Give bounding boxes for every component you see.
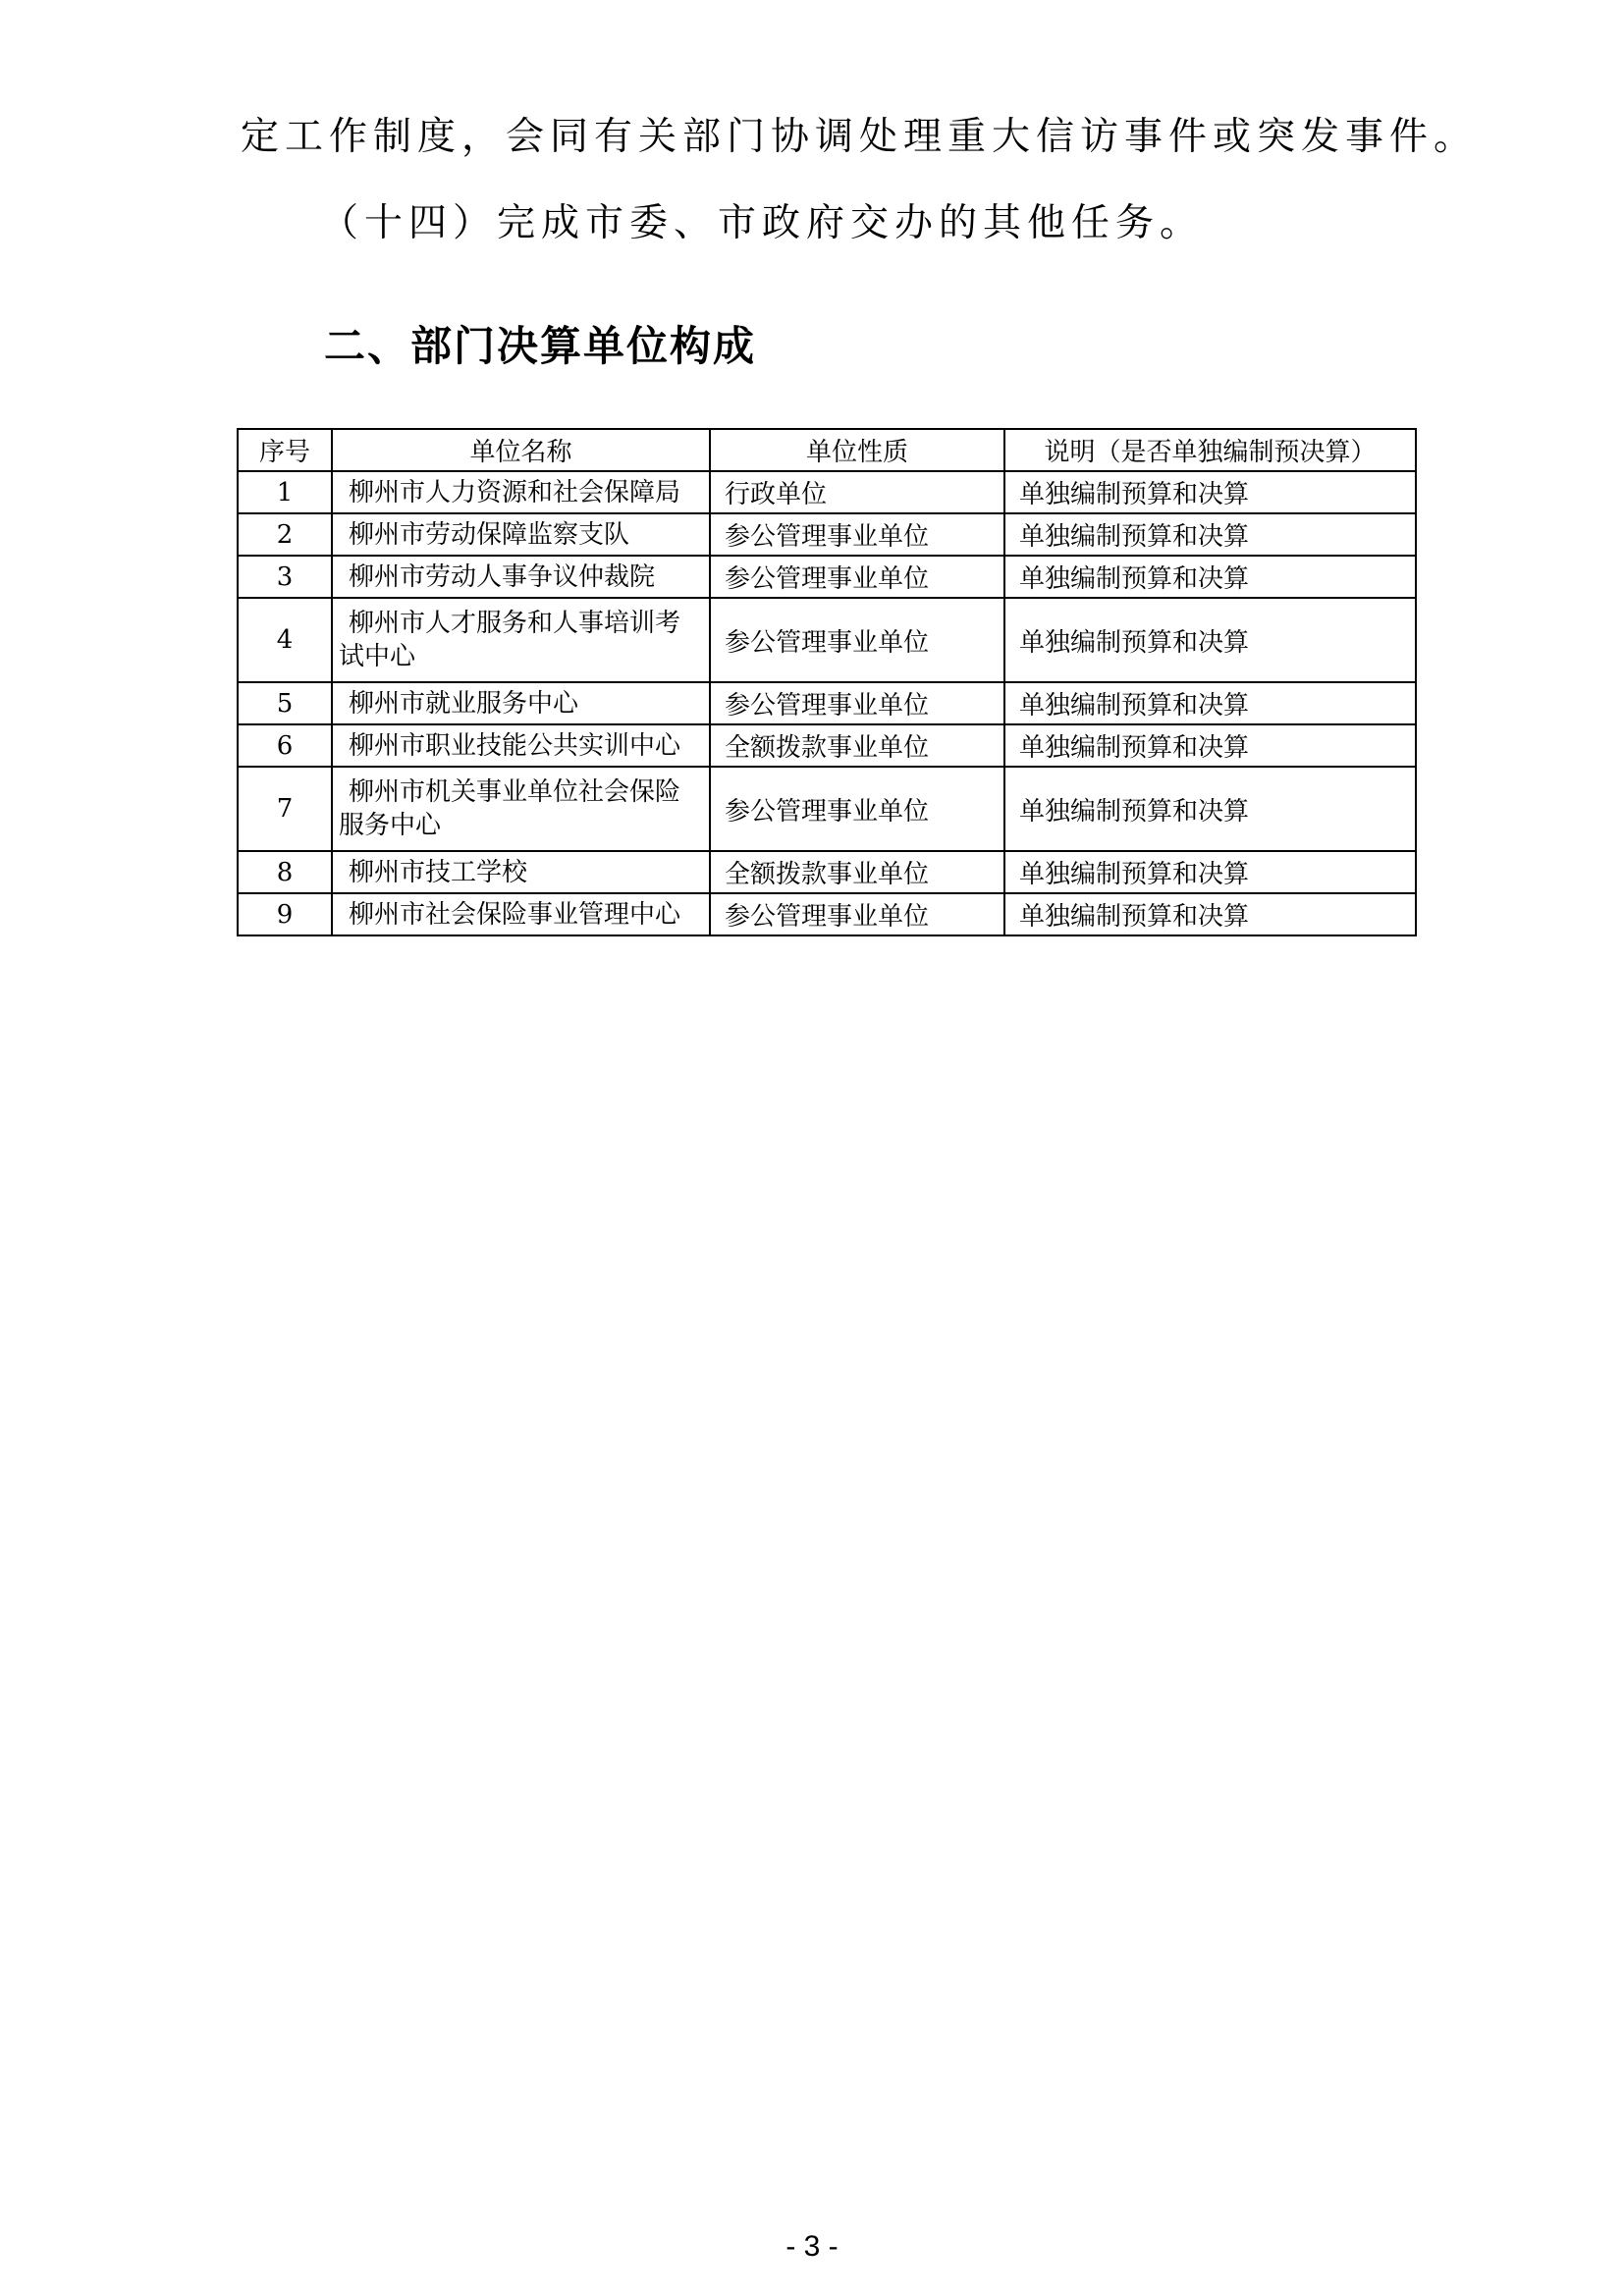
row-name <box>332 893 710 935</box>
row-name <box>332 682 710 724</box>
row-name <box>332 598 710 682</box>
row-no: 5 <box>238 682 332 724</box>
row-nature: 行政单位 <box>710 471 1004 513</box>
row-name-text: 柳州市人力资源和社会保障局 <box>349 477 681 507</box>
table-row <box>238 598 1416 682</box>
header-description: 说明（是否单独编制预决算） <box>1004 429 1416 471</box>
row-name-text: 柳州市社会保险事业管理中心 <box>349 899 681 930</box>
row-nature: 参公管理事业单位 <box>710 682 1004 724</box>
header-nature: 单位性质 <box>710 429 1004 471</box>
row-description: 单独编制预算和决算 <box>1004 471 1416 513</box>
page-number: - 3 - <box>785 2230 839 2263</box>
table-row <box>238 851 1416 893</box>
row-name <box>332 851 710 893</box>
row-name-text: 柳州市职业技能公共实训中心 <box>349 730 681 761</box>
table-row <box>238 893 1416 935</box>
row-no: 1 <box>238 471 332 513</box>
row-no: 9 <box>238 893 332 935</box>
row-no: 6 <box>238 724 332 767</box>
row-no: 3 <box>238 556 332 598</box>
row-name-text: 柳州市就业服务中心 <box>349 688 579 719</box>
table-header-row <box>238 429 1416 471</box>
table-row <box>238 682 1416 724</box>
row-name-text: 柳州市技工学校 <box>349 857 528 887</box>
row-nature: 参公管理事业单位 <box>710 556 1004 598</box>
row-description: 单独编制预算和决算 <box>1004 513 1416 556</box>
row-description: 单独编制预算和决算 <box>1004 893 1416 935</box>
row-no: 2 <box>238 513 332 556</box>
row-no: 7 <box>238 767 332 851</box>
row-nature: 参公管理事业单位 <box>710 513 1004 556</box>
row-no: 8 <box>238 851 332 893</box>
row-name <box>332 556 710 598</box>
row-description: 单独编制预算和决算 <box>1004 851 1416 893</box>
body-paragraph-2: （十四）完成市委、市政府交办的其他任务。 <box>320 201 1205 245</box>
row-name <box>332 724 710 767</box>
header-no: 序号 <box>238 429 332 471</box>
unit-table <box>237 428 1417 936</box>
row-nature: 参公管理事业单位 <box>710 598 1004 682</box>
row-nature: 参公管理事业单位 <box>710 893 1004 935</box>
row-name-text: 柳州市劳动保障监察支队 <box>349 519 630 550</box>
table-row <box>238 513 1416 556</box>
table-row <box>238 767 1416 851</box>
row-name <box>332 767 710 851</box>
row-name-text: 柳州市机关事业单位社会保险服务中心 <box>339 777 681 840</box>
table-row <box>238 724 1416 767</box>
row-nature: 参公管理事业单位 <box>710 767 1004 851</box>
row-nature: 全额拨款事业单位 <box>710 724 1004 767</box>
table-row <box>238 556 1416 598</box>
row-name-text: 柳州市人才服务和人事培训考试中心 <box>339 609 681 671</box>
header-name: 单位名称 <box>332 429 710 471</box>
row-nature: 全额拨款事业单位 <box>710 851 1004 893</box>
section-heading: 二、部门决算单位构成 <box>324 322 757 370</box>
row-description: 单独编制预算和决算 <box>1004 767 1416 851</box>
body-paragraph-1: 定工作制度，会同有关部门协调处理重大信访事件或突发事件。 <box>241 115 1479 159</box>
row-name <box>332 513 710 556</box>
row-description: 单独编制预算和决算 <box>1004 598 1416 682</box>
row-description: 单独编制预算和决算 <box>1004 556 1416 598</box>
row-no: 4 <box>238 598 332 682</box>
row-name-text: 柳州市劳动人事争议仲裁院 <box>349 561 656 592</box>
row-description: 单独编制预算和决算 <box>1004 724 1416 767</box>
row-description: 单独编制预算和决算 <box>1004 682 1416 724</box>
row-name <box>332 471 710 513</box>
table-row <box>238 471 1416 513</box>
